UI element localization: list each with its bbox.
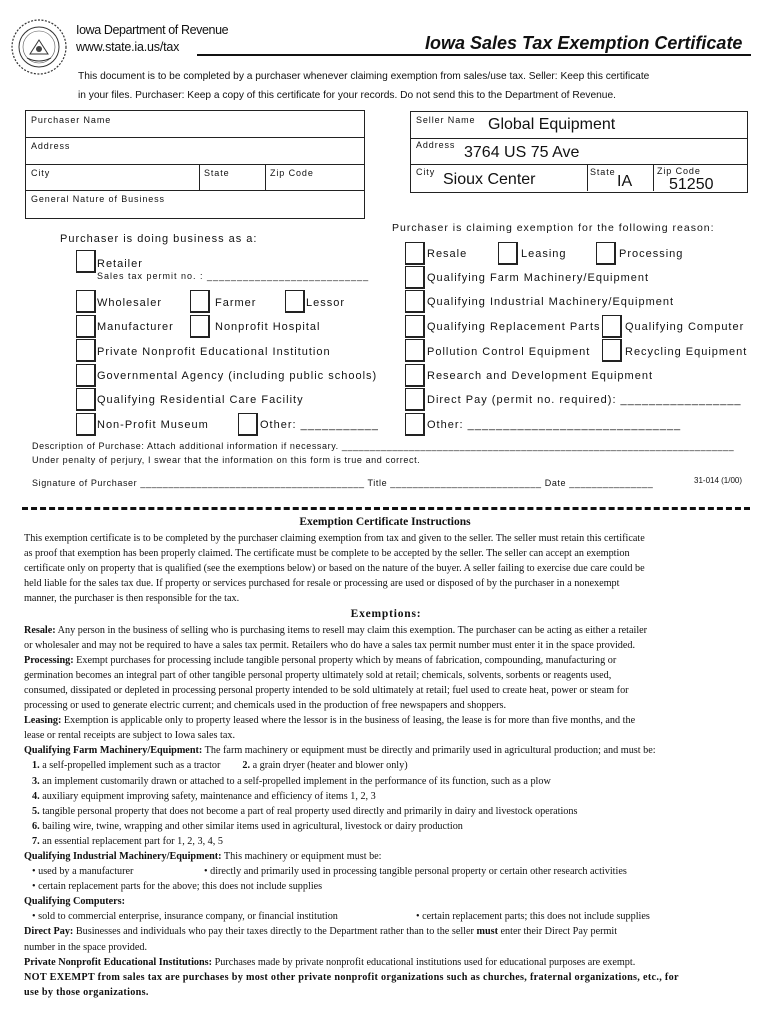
wholesaler-checkbox[interactable] <box>76 290 96 313</box>
perjury-statement: Under penalty of perjury, I swear that the information on this form is true and correct. <box>32 455 421 465</box>
private-edu-checkbox[interactable] <box>76 339 96 362</box>
resale-text: or wholesaler and may not be required to have a sales tax permit. Retailers who do have a sales tax permit number must enter it in the space provided. <box>24 639 636 651</box>
qualifying-computer-label: Qualifying Computer <box>625 321 745 333</box>
business-nature-label: General Nature of Business <box>31 194 165 204</box>
retailer-checkbox[interactable] <box>76 250 96 273</box>
other-reason-field[interactable]: Other: ______________________________ <box>427 419 682 431</box>
farm-item-number: 6. <box>32 820 40 832</box>
nonprofit-hospital-label: Nonprofit Hospital <box>215 321 321 333</box>
purchaser-city-field[interactable] <box>25 164 200 191</box>
retailer-label: Retailer <box>97 258 143 270</box>
direct-pay-text: enter their Direct Pay permit <box>497 926 618 938</box>
para1-line: manner, the purchaser is then responsible for the tax. <box>24 593 240 605</box>
state-seal-icon <box>10 18 68 76</box>
seller-state-value[interactable]: IA <box>617 173 633 190</box>
cut-line <box>22 507 750 510</box>
seller-zip-value[interactable]: 51250 <box>669 176 714 193</box>
museum-label: Non-Profit Museum <box>97 419 209 431</box>
private-edu-label: Private Nonprofit Educational Institution <box>97 346 331 358</box>
other-reason-checkbox[interactable] <box>405 413 425 436</box>
recycling-label: Recycling Equipment <box>625 346 748 358</box>
leasing-label: Leasing <box>521 248 567 260</box>
farm-item: bailing wire, twine, wrapping and other similar items used in agricultural, livestock or dairy production <box>39 820 463 832</box>
exemption-reason-heading: Purchaser is claiming exemption for the following reason: <box>392 222 715 234</box>
farm-item: an implement customarily drawn or attached to a self-propelled implement in the performance of its function, such as a plow <box>39 775 551 787</box>
seller-name-label: Seller Name <box>416 115 476 125</box>
direct-pay-field[interactable]: Direct Pay (permit no. required): _________________ <box>427 394 742 406</box>
farm-item-number: 7. <box>32 835 40 847</box>
private-edu-text: Purchases made by private nonprofit educational institutions used for educational purposes are exempt. <box>212 956 636 968</box>
processing-text: germination becomes an integral part of other tangible personal property ultimately sold at retail; chemicals, solvents, sorbents or reagents used, <box>24 669 612 681</box>
leasing-term: Leasing: <box>24 715 62 727</box>
industrial-bullet: • directly and primarily used in processing tangible personal property or certain other research activities <box>204 866 627 878</box>
processing-text: processing or used to generate electric current; and chemicals used in the production of free newspapers and shoppers. <box>24 700 507 712</box>
wholesaler-label: Wholesaler <box>97 297 163 309</box>
farmer-checkbox[interactable] <box>190 290 210 313</box>
not-exempt-text: use by those organizations. <box>24 986 149 998</box>
form-title: Iowa Sales Tax Exemption Certificate <box>425 33 743 53</box>
para1-line: certificate only on property that is qualified (see the exemptions below) or based on the nature of the buyer. A seller failing to exercise due care could be <box>24 563 645 575</box>
farm-item-number: 4. <box>32 790 40 802</box>
farm-item: tangible personal property that does not become a part of real property used directly and primarily in dairy and livestock operations <box>39 805 578 817</box>
recycling-checkbox[interactable] <box>602 339 622 362</box>
farm-item: an essential replacement part for 1, 2, 3, 4, 5 <box>39 835 223 847</box>
pollution-control-label: Pollution Control Equipment <box>427 346 591 358</box>
farm-machinery-label: Qualifying Farm Machinery/Equipment <box>427 272 650 284</box>
farm-item-number: 1. <box>32 760 40 772</box>
industrial-machinery-checkbox[interactable] <box>405 290 425 313</box>
industrial-machinery-label: Qualifying Industrial Machinery/Equipment <box>427 296 675 308</box>
purchaser-name-label: Purchaser Name <box>31 115 112 125</box>
qualifying-computer-checkbox[interactable] <box>602 315 622 338</box>
instructions-heading: Exemption Certificate Instructions <box>299 516 471 528</box>
leasing-text: Exemption is applicable only to property leased where the lessor is in the business of leasing, the lease is for more than five months, and the <box>61 715 636 727</box>
processing-label: Processing <box>619 248 684 260</box>
header-rule <box>197 54 751 56</box>
intro-line-1: This document is to be completed by a purchaser whenever claiming exemption from sales/use tax. Seller: Keep this certificate <box>78 71 650 82</box>
private-edu-term: Private Nonprofit Educational Institutions: <box>24 956 213 968</box>
signature-line[interactable]: Signature of Purchaser ________________________________________ Title ___________________________ Date _______________ <box>32 478 654 488</box>
seller-zip-label: Zip Code <box>657 166 701 176</box>
leasing-text: lease or rental receipts are subject to Iowa sales tax. <box>24 730 236 742</box>
direct-pay-term: Direct Pay: <box>24 926 74 938</box>
seller-city-label: City <box>416 167 436 177</box>
industrial-term: Qualifying Industrial Machinery/Equipment: <box>24 850 222 862</box>
manufacturer-label: Manufacturer <box>97 321 174 333</box>
form-number: 31-014 (1/00) <box>694 476 743 485</box>
residential-care-checkbox[interactable] <box>76 388 96 411</box>
farm-item-number: 5. <box>32 805 40 817</box>
farm-machinery-checkbox[interactable] <box>405 266 425 289</box>
farm-item-number: 2. <box>242 760 251 772</box>
museum-checkbox[interactable] <box>76 413 96 436</box>
resale-label: Resale <box>427 248 468 260</box>
industrial-bullet: • certain replacement parts for the above; this does not include supplies <box>32 881 323 893</box>
farm-item-number: 3. <box>32 775 40 787</box>
sales-tax-permit-field[interactable]: Sales tax permit no. : ___________________________ <box>97 271 370 281</box>
other-business-field[interactable]: Other: ___________ <box>260 419 379 431</box>
business-as-heading: Purchaser is doing business as a: <box>60 233 258 245</box>
seller-name-value[interactable]: Global Equipment <box>488 116 616 133</box>
instructions-body <box>24 531 748 1000</box>
direct-pay-text: Businesses and individuals who pay their taxes directly to the Department rather than to the seller <box>73 926 477 938</box>
agency-name: Iowa Department of Revenue <box>76 23 229 37</box>
industrial-text: This machinery or equipment must be: <box>221 850 382 862</box>
farm-item: a self-propelled implement such as a tractor <box>39 760 221 772</box>
farm-item: a grain dryer (heater and blower only) <box>250 760 408 772</box>
resale-term: Resale: <box>24 624 56 636</box>
computers-term: Qualifying Computers: <box>24 896 126 908</box>
farm-term: Qualifying Farm Machinery/Equipment: <box>24 745 203 757</box>
para1-line: This exemption certificate is to be completed by the purchaser claiming exemption from tax and given to the seller. The seller must retain this certificate <box>24 533 645 544</box>
farm-text: The farm machinery or equipment must be directly and primarily used in agricultural production; and must be: <box>202 745 656 757</box>
pollution-control-checkbox[interactable] <box>405 339 425 362</box>
processing-text: consumed, dissipated or depleted in processing personal property intended to be sold ultimately at retail; fuel used to create heat, power or steam for <box>24 684 629 696</box>
residential-care-label: Qualifying Residential Care Facility <box>97 394 304 406</box>
intro-line-2: in your files. Purchaser: Keep a copy of this certificate for your records. Do not send this to the Department of Revenue. <box>78 90 616 101</box>
purchaser-address-field[interactable] <box>25 137 364 165</box>
agency-website[interactable]: www.state.ia.us/tax <box>76 40 180 54</box>
purchaser-zip-label: Zip Code <box>270 168 314 178</box>
direct-pay-checkbox[interactable] <box>405 388 425 411</box>
replacement-parts-checkbox[interactable] <box>405 315 425 338</box>
para1-line: held liable for the sales tax due. If property or services purchased for resale or processing are used or disposed of by the purchaser in a nonexempt <box>24 578 620 590</box>
seller-address-label: Address <box>416 140 456 150</box>
leasing-checkbox[interactable] <box>498 242 518 265</box>
seller-city-value[interactable]: Sioux Center <box>443 171 536 188</box>
nonprofit-hospital-checkbox[interactable] <box>190 315 210 338</box>
seller-address-value[interactable]: 3764 US 75 Ave <box>464 144 580 161</box>
manufacturer-checkbox[interactable] <box>76 315 96 338</box>
lessor-label: Lessor <box>306 297 346 309</box>
research-checkbox[interactable] <box>405 364 425 387</box>
replacement-parts-label: Qualifying Replacement Parts <box>427 321 601 333</box>
exemptions-heading: Exemptions: <box>350 608 422 621</box>
research-label: Research and Development Equipment <box>427 370 654 382</box>
other-business-checkbox[interactable] <box>238 413 258 436</box>
government-label: Governmental Agency (including public schools) <box>97 370 378 382</box>
resale-checkbox[interactable] <box>405 242 425 265</box>
purchaser-city-label: City <box>31 168 51 178</box>
computers-bullet: • certain replacement parts; this does not include supplies <box>416 911 650 923</box>
government-checkbox[interactable] <box>76 364 96 387</box>
processing-checkbox[interactable] <box>596 242 616 265</box>
farm-item: auxiliary equipment improving safety, maintenance and efficiency of items 1, 2, 3 <box>39 790 376 802</box>
farmer-label: Farmer <box>215 297 257 309</box>
purchaser-state-label: State <box>204 168 230 178</box>
not-exempt-text: NOT EXEMPT from sales tax are purchases by most other private nonprofit organizations such as churches, fraternal organizations, etc., for <box>24 971 679 983</box>
purchaser-address-label: Address <box>31 141 71 151</box>
processing-text: Exempt purchases for processing include tangible personal property which by means of fabrication, compounding, manufacturing or <box>73 654 617 666</box>
lessor-checkbox[interactable] <box>285 290 305 313</box>
computers-bullet: • sold to commercial enterprise, insurance company, or financial institution <box>32 911 338 923</box>
description-field[interactable]: Description of Purchase: Attach additional information if necessary. ______________________________________________________________________ <box>32 441 735 451</box>
resale-text: Any person in the business of selling who is purchasing items to resell may claim this exemption. The purchaser can be acting as either a retailer <box>55 624 648 636</box>
seller-state-label: State <box>590 167 616 177</box>
direct-pay-must: must <box>476 926 498 938</box>
processing-term: Processing: <box>24 654 74 666</box>
direct-pay-text: number in the space provided. <box>24 941 148 953</box>
para1-line: as proof that exemption has been properly claimed. The certificate must be complete to be accepted by the seller. The seller can accept an exemption <box>24 548 630 560</box>
industrial-bullet: • used by a manufacturer <box>32 866 134 878</box>
